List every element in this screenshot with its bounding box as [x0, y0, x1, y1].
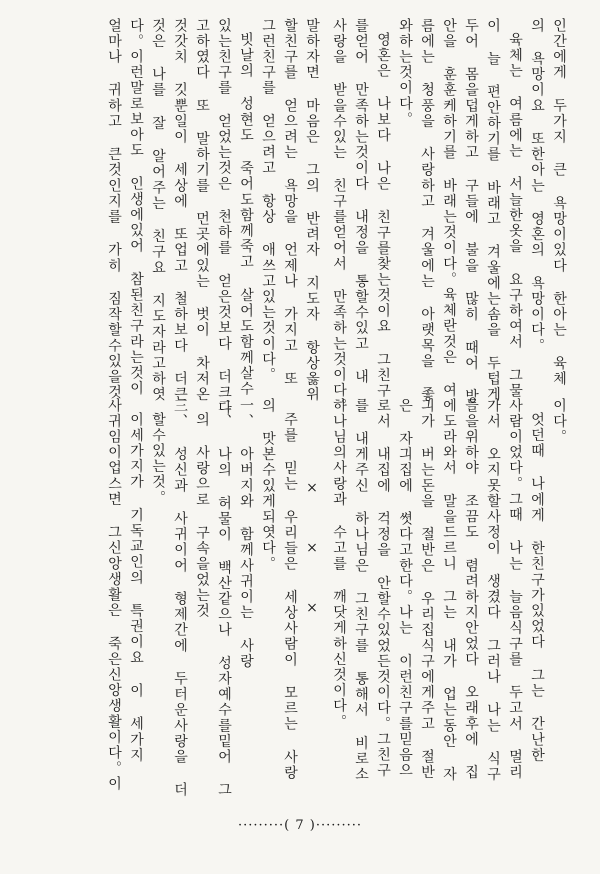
list-item: 三、 성신과 사귀이어 형제간에 두터운사랑을 더 [172, 398, 188, 798]
list-item: 一、 아버지와 함께사귀이는 사랑 [238, 398, 254, 670]
page-number: ·········( 7 )········· [237, 818, 363, 833]
text-column: 이다。 [551, 398, 567, 445]
text-column: 빗날의 성현도 죽어도함께죽고 살어도함께살수 [238, 32, 254, 397]
text-column: 은 자긔집에 쎳다고한다。나는 이런친구를믿음으 [397, 398, 413, 779]
text-column: 에도라와서 말을드르니 그는 내가 업는동안 자 [441, 398, 457, 783]
text-column: 그런친구를 얻으려고 항상 애쓰고있는것이다。 [260, 18, 276, 383]
section-divider: × × × [304, 480, 320, 630]
text-column: 주를 믿는 우리들은 세상사람이 모르는 사랑 [282, 412, 298, 781]
text-column: 를얻어 만족하는것이다 내정을 통할수있고 내 [353, 18, 369, 385]
list-item: 二、 나의 허물이 백산같으나 성자예수를밑어 그 [216, 398, 232, 798]
text-column: 얼마나 귀하고 큰것인지를 가히 짐작할수있을것 [106, 18, 122, 401]
text-column: 의 사랑으로 구속을었는것 [194, 412, 210, 619]
text-column: 사랑을 받을수있는 친구를얻어서 만족하는것이다。 [331, 18, 347, 414]
text-column: 영혼은 나보다 나은 친구를찾는것이요 그친구 [375, 32, 391, 399]
text-column: 말하자면 마음은 그의 반려자 지도자 항상옳위 [304, 18, 320, 403]
text-column: 엇던때 나에게 한친구가있었다 그는 간난한 [529, 412, 545, 764]
text-column: 를 내게주신 하나님은 그친구를 통해서 비로소 [353, 398, 369, 783]
text-column: 긔가 버는돈을 절반은 우리집식구에게주고 절반 [419, 398, 435, 781]
text-column: 안을 훈훈케하기를 바래는것이다。육체란것은 여 [441, 18, 457, 399]
text-column: 것은 나를 잘 알어주는 친구요 지도자라고하엿 [150, 18, 166, 403]
text-column: 할수있는것。 [150, 412, 166, 506]
text-column: 인간에게 두가지 큰 욕망이있다 한아는 육체 [551, 18, 567, 387]
text-column: 들을위하야 조끔도 렴려하지안었다 오래후에 집 [463, 398, 479, 781]
text-column: 고하였다 또 말하기를 먼곳에있는 벗이 차저온 [194, 18, 210, 403]
text-column: 육체는 여름에는 서늘한옷을 요구하여서 그물 [507, 32, 523, 399]
text-column: 할친구를 얻으려는 욕망을 언제나 가지고 또 [282, 18, 298, 387]
text-column: 있는친구를 얻었는것은 천하를 얻은것보다 더크다 [216, 18, 232, 416]
text-column: 것갓치 깃뿐일이 세상에 또업고 철하보다 더큰 [172, 18, 188, 403]
text-column: 의 욕망이요 또한아는 영혼의 욕망이다。 [529, 18, 545, 354]
text-column: 하나님의사랑과 수고를 깨닷게하신것이다。 [331, 398, 347, 730]
text-column: 와하는것이다。 [397, 18, 413, 128]
text-column: 두어 몸을덥게하고 구들에 불을 많히 때어 방 [463, 18, 479, 405]
text-column: 가서 오지못할사정이 생겼다 그러나 나는 식구 [485, 398, 501, 783]
text-column: 다。이런말로보아도 인생에있어 참된친구라는것이 [128, 18, 144, 397]
text-column: 이세가지가 기독교인의 특권이요 이 세가지 [128, 412, 144, 764]
text-column: 사귀임이업스면 그신앙생활은 죽은신앙생활이다。이 [106, 398, 122, 792]
text-column: 름에는 청풍을 사랑하고 겨울에는 아랫목을 좋 [419, 18, 435, 403]
text-column: 로서 내집에 걱정을 안할수있었든것이다。그친구 [375, 398, 391, 779]
text-column: 의 맛본수있게되엿다。 [260, 398, 276, 572]
text-column: 이 늘 편안하기를 바래고 겨울에는솜을 두텁게 [485, 18, 501, 403]
text-column: 사람이었다。그때 나는 늘음식구를 두고서 멀리 [507, 398, 523, 781]
